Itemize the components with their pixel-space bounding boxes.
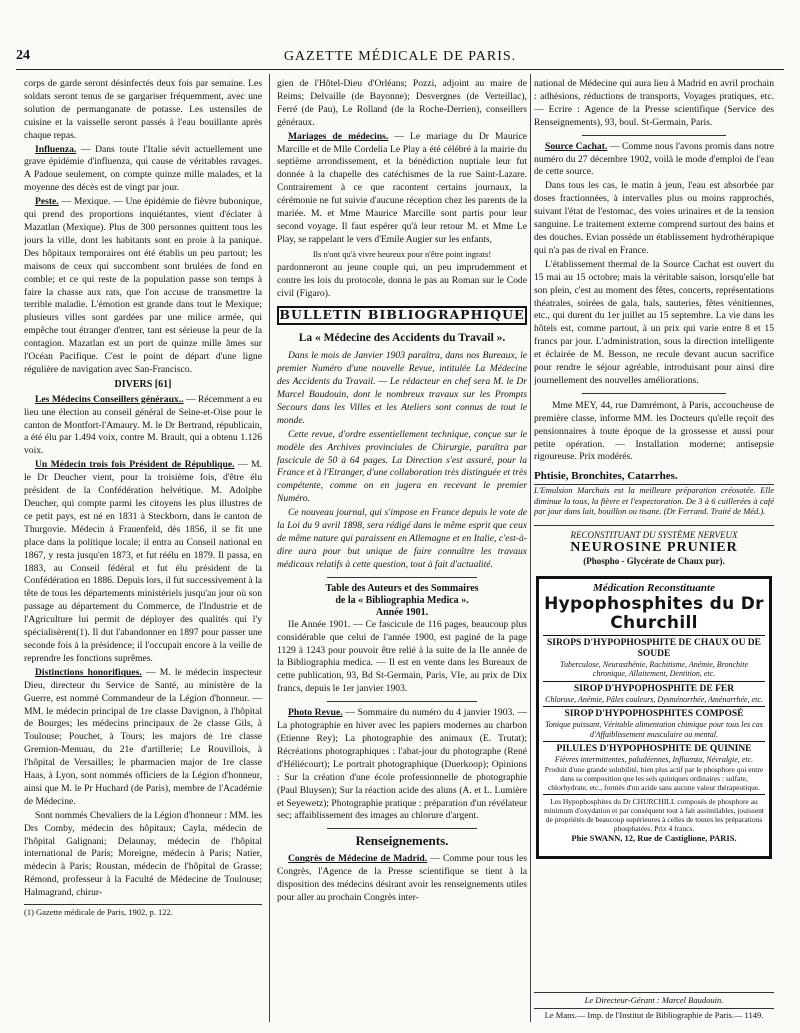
paragraph-source-cachat xyxy=(534,141,774,180)
journal-title: GAZETTE MÉDICALE DE PARIS. xyxy=(283,49,517,64)
section-heading-divers: DIVERS [61] xyxy=(114,378,172,390)
paragraph: Cette revue, d'ordre essentiellement technique, conçue sur le modèle des Archives provinciales de Chirurgie, paraîtra par fascicule de 50 à 64 pages. La Direction s'est assuré, pour la France et à l'Etranger, d'une collaboration très distinguée et très compétente, comme on en jugera en recevant le premier Numéro. xyxy=(277,428,527,505)
advert-churchill xyxy=(536,576,772,859)
paragraph: pardonneront au jeune couple qui, un peu imprudemment et contre les lois du protocole, donna le pas au Roman sur le Code civil (Figaro). xyxy=(277,261,527,299)
run-in-heading: Les Médecins Conseillers généraux.. xyxy=(35,393,184,405)
run-in-heading: Source Cachat. xyxy=(545,140,608,152)
advert-product xyxy=(543,681,765,707)
run-in-heading: Peste. xyxy=(35,196,59,208)
subtitle-line: Table des Auteurs et des Sommaires xyxy=(325,582,479,594)
advert-text-phtisie: L'Emulsion Marchais est la meilleure préparation créosotée. Elle diminue la toux, la fièvre et l'expectoration. De 3 à 6 cuillerées à café par jour dans lait, bouillon ou tisane. (Dr Ferrand. Traité de Méd.). xyxy=(534,485,774,517)
product-indications: Chlorose, Anémie, Pâles couleurs, Dysménorrhée, Aménorrhée, etc. xyxy=(545,694,763,704)
product-title: PILULES D'HYPOPHOSPHITE DE QUININE xyxy=(556,744,752,754)
paragraph-influenza xyxy=(24,144,262,196)
printer-imprint: Le Mans.— Imp. de l'Institut de Bibliographie de Paris.— 1149. xyxy=(534,1008,774,1021)
run-in-heading: Mariages de médecins. xyxy=(288,130,389,142)
paragraph-text: — Sommaire du numéro du 4 janvier 1903. — La photographie en hiver avec les papiers modernes au charbon (Etienne Rey); La photographie des animaux (E. Trutat); Récréations photographiques : l'abat-jour du photographe (René d'Héliécourt); Le portrait photographique (Duerkoop); Opinions : Sur la création d'une école professionnelle de photographie (Paul Bluysen); Sur la réaction acide des aluns (A. et L. Lumière et Seyewetz); Photographie pratique : préparation d'un révélateur sec; affaiblissement des images au chlorure d'argent. xyxy=(277,707,527,822)
paragraph-photo-revue xyxy=(277,707,527,823)
advert-product xyxy=(543,741,765,794)
advert-product xyxy=(543,636,765,681)
footnote: (1) Gazette médicale de Paris, 1902, p. 122. xyxy=(24,904,262,918)
divider xyxy=(582,135,726,136)
product-indications: Tuberculose, Neurasthénie, Rachitisme, Anémie, Bronchite chronique, Allaitement, Dentition, etc. xyxy=(559,659,749,678)
paragraph: corps de garde seront désinfectés deux fois par semaine. Les soldats seront tenus de se gargariser fréquemment, avec une solution de permanganate de potasse. Les ustensiles de cuisine et la vaisselle seront passés à l'eau bouillante après chaque repas. xyxy=(24,78,262,141)
paragraph-text: — Mexique. — Une épidémie de fièvre bubonique, qui prend des proportions inquiétantes, vient d'éclater à Mazatlan (Mexique). Plus de 300 personnes quittent tous les jours la ville, dont les habitants sont en proie à la panique. Des hôpitaux temporaires ont été établis un peu partout; les maisons de ceux qui succombent sont brulées de fond en comble; et ce qui reste de la population passe son temps à faire la chasse aux rats, que l'on accuse de transmettre la terrible maladie. L'émotion est grande dans tout le Mexique; plusieurs villes sont gardées par une milice armée, qui empêche tout étranger d'entrer, tant est sérieuse la peur de la contagion. Mazatlan est un port de quinze mille âmes sur l'Océan Pacifique. C'est le point de départ d'une ligne régulière de navigation avec San-Francisco. xyxy=(24,196,262,375)
advert-subtitle: (Phospho - Glycérate de Chaux pur). xyxy=(583,555,725,566)
page-number: 24 xyxy=(16,48,30,63)
paragraph-text: — M. le Dr Deucher vient, pour la troisième fois, d'être élu président de la Confédération helvétique. M. Adolphe Deucher, qui compte parmi les citoyens les plus illustres de ce petit pays, est né en 1831 à Steckborn, dans le canton de Thurgovie. Médecin à Frauenfeld, dès 1856, il se fit une place dans la politique locale; il entra au Conseil national en 1867, y resta jusqu'en 1873, et fut réélu en 1879. Il passa, en 1883, au Conseil fédéral et fut élu président de la Confédération en 1886. Depuis lors, il fut successivement à la tête de tous les départements ministériels jusqu'au jour où son passage au département du Commerce, de l'Industrie et de l'Agriculture lui permit de déployer des qualités qui l'y spécialisèrent(1). Il dut l'abandonner en 1897 pour passer une seconde fois à la présidence; il l'occupait encore à la veille de reprendre les fonctions suprêmes. xyxy=(24,459,262,664)
advert-brand: Hypophosphites du Dr Churchill xyxy=(543,595,765,636)
advert-footer xyxy=(543,794,765,846)
run-in-heading: Photo Revue. xyxy=(288,707,343,719)
product-title: SIROP D'HYPOPHOSPHITE DE FER xyxy=(573,683,735,694)
column-right xyxy=(534,78,774,1022)
run-in-heading: Un Médecin trois fois Président de République. xyxy=(35,459,235,471)
advert-top-line: Médication Reconstituante xyxy=(593,581,715,594)
divider xyxy=(327,577,477,578)
paragraph-text: — Récemment a eu lieu une élection au conseil général de Seine-et-Oise pour le canton de Montfort-l'Amaury. M. le Dr Bertrand, républicain, a été élu par 1.494 voix, contre M. Brault, qui a obtenu 1.126 voix. xyxy=(24,393,262,457)
paragraph-congres xyxy=(277,853,527,905)
column-rule xyxy=(530,74,531,1022)
subtitle-line: Année 1901. xyxy=(375,606,429,618)
notice-mey: Mme MEY, 44, rue Damrémont, à Paris, accoucheuse de première classe, informe MM. les Docteurs qu'elle reçoit des pensionnaires à toute époque de la grossesse et aussi pour petite opération. — Installation moderne; antisepsie rigoureuse. Prix modérés. xyxy=(534,399,774,463)
paragraph: Dans le mois de Janvier 1903 paraîtra, dans nos Bureaux, le premier Numéro d'une nouvelle Revue, intitulée La Médecine des Accidents du Travail. — Le rédacteur en chef sera M. le Dr Marcel Baudouin, dont le nombreux travaux sur les Prompts Secours dans les Villes et les Ateliers sont connus de tout le monde. xyxy=(277,350,527,426)
column-left xyxy=(24,78,262,1022)
paragraph-text: — Le mariage du Dr Maurice Marcille et de Mlle Cordelia Le Play a été célébré à la mairie du septième arrondissement, et la bénédiction nuptiale leur fut donnée à la chapelle des catéchismes de la rue Saint-Lazare. Contrairement à ce que racontent certains journaux, la cérémonie ne fut suivie d'aucune réception chez les parents de la mariée. M. et Mme Maurice Marcille sont partis pour leur second voyage. Il faut espérer qu'à leur retour M. et Mme Le Play, se rappelant le vers d'Emile Augier sur les enfants, xyxy=(277,130,527,245)
paragraph: Dans tous les cas, le matin à jeun, l'eau est absorbée par doses fractionnées, à intervalles plus ou moins rapprochés, suivant l'état de l'estomac, des voies urinaires et de la tension sanguine. Le traitement externe comprend surtout des bains et des douches. Evian possède un établissement hydrothérapique qui n'a pas de rival en France. xyxy=(534,180,774,256)
advert-footer-text: Les Hypophosphites du Dr CHURCHILL composés de phosphore au minimum d'oxydation et par conséquent tout à fait assimilables, jouissent de propriétés de beaucoup supérieures à celles de toutes les préparations phosphatées. Prix 4 francs. xyxy=(543,796,765,833)
page-footer xyxy=(534,992,774,1021)
paragraph-conseillers xyxy=(24,394,262,459)
paragraph-mariages xyxy=(277,131,527,247)
paragraph-text: — Comme pour tous les Congrès, l'Agence de la Presse scientifique se tient à la disposition des médecins désirant avoir les renseignements utiles pour aller au prochain Congrès inter- xyxy=(277,853,527,904)
paragraph: IIe Année 1901. — Ce fascicule de 116 pages, beaucoup plus considérable que celui de l'année 1900, est paginé de la page 1129 à 1243 pour pouvoir être relié à la suite de la IIe année de la Bibliographia medica. — Il est en vente dans les Bureaux de cette publication, 93, Bd St-Germain, Paris, VIe, au prix de Dix francs, depuis le 1er janvier 1903. xyxy=(277,618,527,695)
run-in-heading: Distinctions honorifiques. xyxy=(35,666,142,678)
paragraph-text: — Dans toute l'Italie sévit actuellement une grave épidémie d'influenza, qui cause de véritables ravages. A Padoue seulement, on compte quinze mille malades, et la moyenne des décès est de vingt par jour. xyxy=(24,143,262,194)
paragraph-text: — M. le médecin inspecteur Dieu, directeur du Service de Santé, au ministère de la Guerre, est nommé Commandeur de la Légion d'honneur. — MM. le médecin principal de 1re classe Davignon, à l'hôpital de Bourges; les médecins principaux de 2e classe Gils, à Toulouse; Pouchet, à Tours; les majors de 1re classe Gremion-Menuau, du 21e d'artillerie; Le Rouvillois, à l'hôpital de Versailles; le pharmacien major de 1re classe Haas, à Lyon, sont nommés officiers de la Légion d'honneur, ainsi que M. le Pr Huchard (de Paris), membre de l'Académie de Médecine. xyxy=(24,666,262,807)
column-rule xyxy=(269,74,270,1022)
advert-product xyxy=(543,706,765,741)
page-header xyxy=(16,48,784,70)
column-middle xyxy=(277,78,527,1022)
paragraph: national de Médecine qui aura lieu à Madrid en avril prochain : adhésions, réductions de transports, Voyages pratiques, etc. — Ecrire : Agence de la Presse scientifique (Service des Renseignements), 93, boul. St-Germain, Paris. xyxy=(534,78,774,128)
product-title: SIROP D'HYPOPHOSPHITES COMPOSÉ xyxy=(564,709,744,719)
subtitle-line: de la « Bibliographia Medica ». xyxy=(335,594,469,606)
paragraph-text: — Comme nous l'avons promis dans notre numéro du 27 décembre 1902, voilà le mode d'emploi de l'eau de cette source. xyxy=(534,140,774,178)
bulletin-banner: BULLETIN BIBLIOGRAPHIQUE xyxy=(277,306,527,325)
paragraph: gien de l'Hôtel-Dieu d'Orléans; Pozzi, adjoint au maire de Reims; Delvaille (de Bayonne); Desvergnes (de Verteillac), Ferré (de Pau), Le Rolland (de la Roche-Derrien), conseillers généraux. xyxy=(277,78,527,128)
advert-heading: RECONSTITUANT DU SYSTÈME NERVEUX xyxy=(534,525,774,542)
advert-title-phtisie: Phtisie, Bronchites, Catarrhes. xyxy=(534,470,774,485)
paragraph: L'établissement thermal de la Source Cachat est ouvert du 15 mai au 15 octobre; mais la véritable saison, lorsqu'elle bat son plein, c'est au moment des fêtes, concerts, représentations théatrales, soirées de gala, bals, sauteries, fêtes vénitiennes, etc., qui durent du 1er juillet au 15 septembre. La vie dans les hôtels est, comme partout, à un prix qui varie entre 8 et 15 francs par jour. L'administration, sous la direction intelligente et éclairée de M. Besson, ne recule devant aucun sacrifice pour rendre le séjour agréable, introduisant pour ainsi dire journellement des nouvelles améliorations. xyxy=(534,258,774,386)
paragraph-distinctions xyxy=(24,667,262,809)
divider xyxy=(327,828,477,829)
advert-brand-neurosine: NEUROSINE PRUNIER xyxy=(570,539,738,555)
run-in-heading: Congrès de Médecine de Madrid. xyxy=(288,853,428,865)
director-signature: Le Directeur-Gérant : Marcel Baudouin. xyxy=(534,992,774,1006)
run-in-heading: Influenza. xyxy=(35,143,77,155)
product-note: Produit d'une grande solubilité, bien plus actif par le phosphore qui entre dans sa composition que les sels quiniques ordinaires : sulfate, chlorhydrate, etc., formés d'un acide sans aucune valeur thérapeutique. xyxy=(544,764,764,792)
paragraph-president xyxy=(24,459,262,666)
divider xyxy=(582,393,726,394)
product-indications: Tonique puissant, Véritable alimentation chimique pour tous les cas d'Affaiblissement musculaire ou mental. xyxy=(545,720,763,739)
paragraph: Ce nouveau journal, qui s'impose en France depuis le vote de la Loi du 9 avril 1898, sera rédigé dans le même esprit que ceux de même nature qui paraissent en Allemagne et en Italie, c'est-à-dire aura pour but unique de faire connaître les travaux médicaux relatifs à cette question, tout à fait d'actualité. xyxy=(277,507,527,570)
section-heading-renseignements: Renseignements. xyxy=(355,833,449,849)
pharmacy-address: Phie SWANN, 12, Rue de Castiglione, PARIS. xyxy=(571,832,737,843)
paragraph-peste xyxy=(24,196,262,377)
product-title: SIROPS D'HYPOPHOSPHITE DE CHAUX OU DE SOUDE xyxy=(546,637,762,659)
article-title: La « Médecine des Accidents du Travail ». xyxy=(298,332,506,345)
verse-quote: Ils n'ont qu'à vivre heureux pour n'être point ingrats! xyxy=(312,248,492,259)
product-indications: Fièvres intermittentes, paludéennes, Influenza, Névralgie, etc. xyxy=(554,755,754,764)
divider xyxy=(327,701,477,702)
paragraph: Sont nommés Chevaliers de la Légion d'honneur : MM. les Drs Comby, médecin des hôpitaux; Cayla, médecin de l'hôpital Galignani; Delaunay, médecin de l'hôpital international de Paris; Moreigne, médecin à Paris; Natier, médecin à Paris; Roustan, médecin de l'hôpital de Grasse; Rémond, professeur à la Faculté de Médecine de Toulouse; Halmagrand, chirur- xyxy=(24,809,262,899)
